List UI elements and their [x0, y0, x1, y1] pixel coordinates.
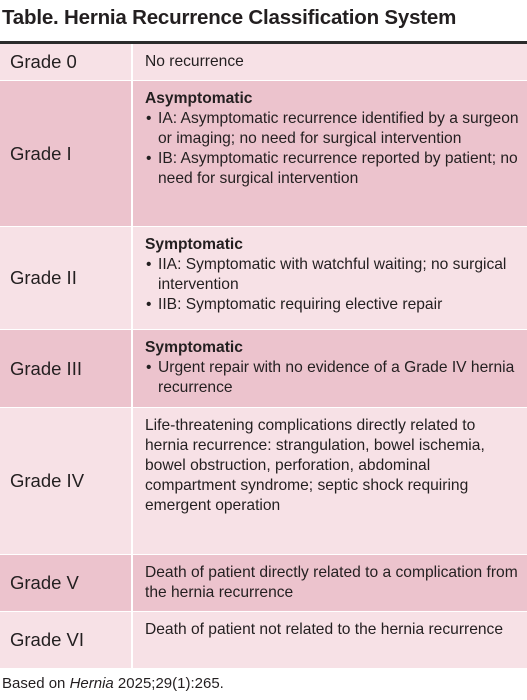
grade-label: Grade 0: [0, 44, 133, 80]
description-bullet: • Urgent repair with no evidence of a Grade IV hernia recurrence: [145, 358, 519, 398]
description-text: Death of patient directly related to a complication from the hernia recurrence: [145, 564, 518, 601]
grade-description: [135, 330, 527, 407]
citation-prefix: Based on: [2, 675, 70, 692]
grade-label: Grade VI: [0, 612, 133, 668]
grade-description: [135, 612, 527, 668]
description-heading: Symptomatic: [145, 236, 243, 253]
grade-label: Grade IV: [0, 408, 133, 554]
grade-description: [135, 44, 527, 80]
grade-description: [135, 408, 527, 554]
description-text: Life-threatening complications directly related to hernia recurrence: strangulation, bowel ischemia, bowel obstruction, perforation, abdominal compartment syndrome; septic shock requiring emergent operation: [145, 417, 485, 514]
description-heading: Symptomatic: [145, 339, 243, 356]
grade-description: [135, 555, 527, 611]
grade-description: [135, 81, 527, 226]
description-bullet: • IA: Asymptomatic recurrence identified by a surgeon or imaging; no need for surgical intervention: [145, 109, 519, 149]
source-citation: [2, 675, 224, 692]
citation-details: 2025;29(1):265.: [113, 675, 224, 692]
grade-label: Grade III: [0, 330, 133, 407]
table-title: Table. Hernia Recurrence Classification System: [2, 6, 457, 29]
table-row: [0, 81, 527, 227]
table-row: [0, 44, 527, 81]
description-heading: Asymptomatic: [145, 90, 253, 107]
table-row: [0, 330, 527, 408]
description-text: Death of patient not related to the hernia recurrence: [145, 621, 504, 638]
citation-journal: Hernia: [69, 675, 114, 692]
grade-description: [135, 227, 527, 329]
grade-label: Grade V: [0, 555, 133, 611]
description-bullet: • IB: Asymptomatic recurrence reported by patient; no need for surgical intervention: [145, 149, 519, 189]
grade-label: Grade I: [0, 81, 133, 226]
description-bullet: • IIB: Symptomatic requiring elective repair: [145, 295, 519, 315]
grade-label: Grade II: [0, 227, 133, 329]
table-row: [0, 408, 527, 555]
description-text: No recurrence: [145, 53, 244, 70]
table-row: [0, 612, 527, 669]
table-row: [0, 227, 527, 330]
table-row: [0, 555, 527, 612]
description-bullet: • IIA: Symptomatic with watchful waiting; no surgical intervention: [145, 255, 519, 295]
